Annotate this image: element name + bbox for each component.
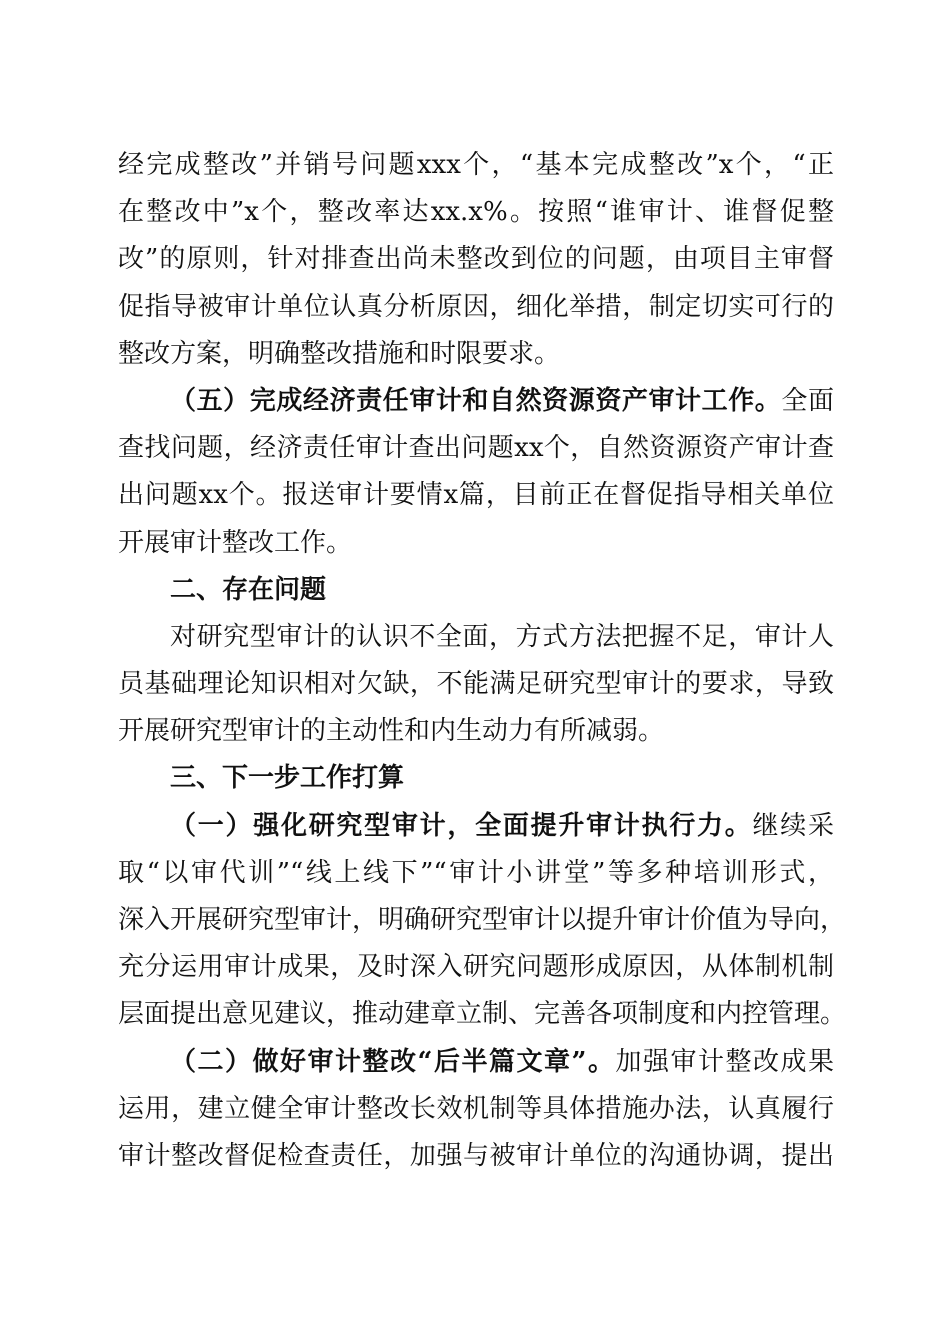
- text-line: 出问题xx个。报送审计要情x篇，目前正在督促指导相关单位: [118, 480, 834, 511]
- text-line: [118, 803, 834, 850]
- text-line: 查找问题，经济责任审计查出问题xx个，自然资源资产审计查: [118, 433, 834, 464]
- text-line: 经完成整改”并销号问题xxx个，“基本完成整改”x个，“正: [118, 150, 834, 180]
- paragraph-problems: [118, 614, 834, 756]
- item-one-text-start: 继续采: [752, 810, 834, 841]
- text-line: 开展审计整改工作。: [118, 527, 353, 558]
- item-one-heading: （一）强化研究型审计，全面提升审计执行力。: [170, 810, 753, 841]
- item-five-text-start: 全面: [781, 385, 834, 416]
- item-two-heading: （二）做好审计整改“后半篇文章”。: [170, 1046, 616, 1077]
- paragraph-item-five: [118, 378, 834, 567]
- text-line: 整改方案，明确整改措施和时限要求。: [118, 338, 561, 369]
- section-heading-problems: 二、存在问题: [170, 574, 327, 605]
- text-line: [118, 378, 834, 425]
- text-line: 层面提出意见建议，推动建章立制、完善各项制度和内控管理。: [118, 999, 847, 1030]
- text-line: 开展研究型审计的主动性和内生动力有所减弱。: [118, 716, 665, 747]
- text-line: 运用，建立健全审计整改长效机制等具体措施办法，认真履行: [118, 1093, 834, 1124]
- text-line: [118, 1039, 834, 1086]
- text-line: 取“以审代训”“线上线下”“审计小讲堂”等多种培训形式，: [118, 857, 834, 888]
- text-line: 改”的原则，针对排查出尚未整改到位的问题，由项目主审督: [118, 244, 834, 275]
- text-line: 审计整改督促检查责任，加强与被审计单位的沟通协调，提出: [118, 1140, 834, 1171]
- text-line: 充分运用审计成果，及时深入研究问题形成原因，从体制机制: [118, 952, 834, 983]
- paragraph-item-one: [118, 803, 847, 1039]
- text-line: 深入开展研究型审计，明确研究型审计以提升审计价值为导向，: [118, 905, 847, 935]
- paragraph-rectification-status: [118, 142, 834, 378]
- item-two-text-start: 加强审计整改成果: [615, 1046, 834, 1077]
- text-line: 在整改中”x个，整改率达xx.x%。按照“谁审计、谁督促整: [118, 197, 834, 228]
- item-five-heading: （五）完成经济责任审计和自然资源资产审计工作。: [170, 385, 782, 416]
- text-line: 促指导被审计单位认真分析原因，细化举措，制定切实可行的: [118, 291, 834, 322]
- paragraph-item-two: [118, 1039, 834, 1181]
- document-body: [118, 142, 847, 1180]
- text-line: 对研究型审计的认识不全面，方式方法把握不足，审计人: [170, 621, 834, 652]
- text-line: 员基础理论知识相对欠缺，不能满足研究型审计的要求，导致: [118, 669, 834, 700]
- section-heading-next-steps: 三、下一步工作打算: [170, 763, 405, 794]
